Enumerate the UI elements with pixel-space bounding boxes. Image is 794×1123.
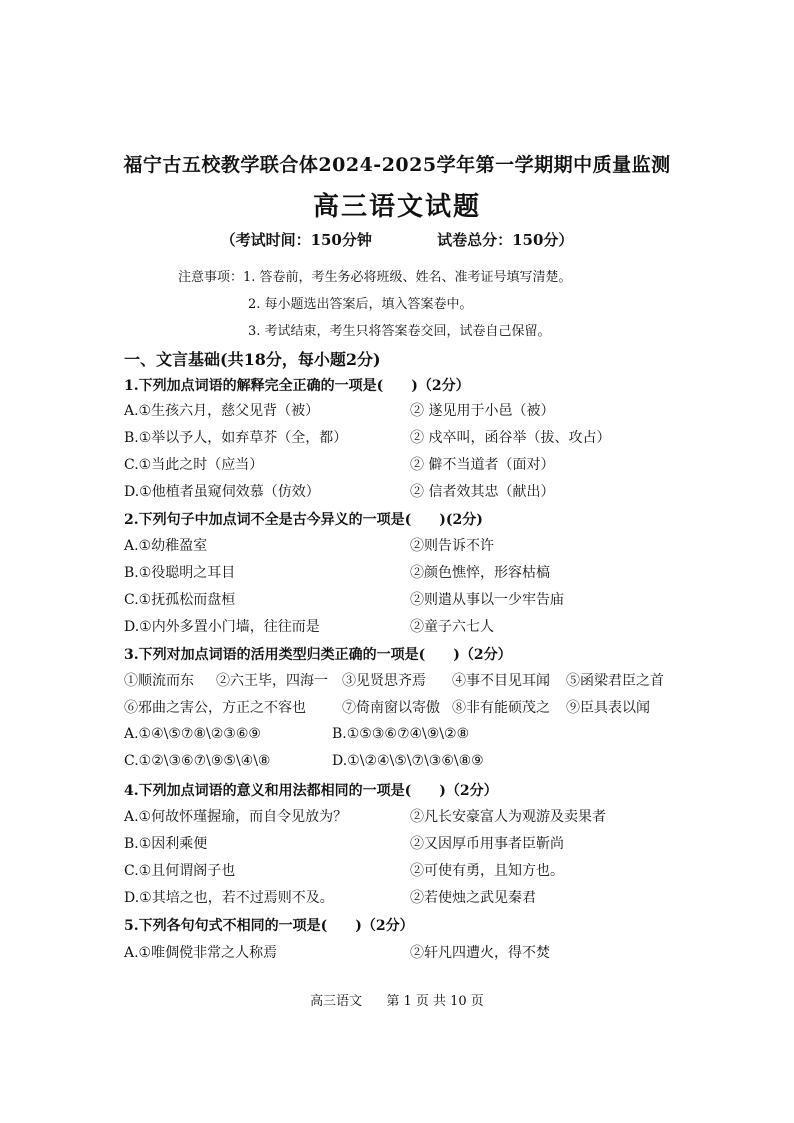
q3-item: ④事不目见耳闻 — [452, 673, 550, 689]
q2-option-c-right: ②则遣从事以一少牢告庙 — [410, 592, 564, 608]
q4-option-a-left: A.①何故怀瑾握瑜，而自令见放为？ — [124, 809, 348, 825]
q2-option-a-right: ②则告诉不许 — [410, 538, 494, 554]
q4-option-b-left: B.①因利乘便 — [124, 836, 208, 852]
q2-option-b-right: ②颜色憔悴，形容枯槁 — [410, 565, 550, 581]
q4-option-c-right: ②可使有勇，且知方也。 — [410, 863, 564, 879]
q3-item: ①顺流而东 — [124, 673, 194, 689]
q2-option-a-left: A.①幼稚盈室 — [124, 538, 208, 554]
q1-option-b-right: ② 戍卒叫，函谷举（拔、攻占） — [410, 430, 611, 446]
q3-option-d: D.①\②④\⑤\⑦\③⑥\⑧⑨ — [332, 753, 484, 769]
q3-option-a: A.①④\⑤⑦⑧\②③⑥⑨ — [124, 726, 261, 742]
q1-option-c-left: C.①当此之时（应当） — [124, 457, 264, 473]
note-2: 2. 每小题选出答案后，填入答案卷中。 — [248, 297, 473, 312]
q2-option-b-left: B.①役聪明之耳目 — [124, 565, 236, 581]
footer-subject: 高三语文 — [310, 994, 363, 1009]
question-4-stem: 4.下列加点词语的意义和用法都相同的一项是( )（2分） — [124, 783, 498, 799]
q4-option-b-right: ②又因厚币用事者臣靳尚 — [410, 836, 564, 852]
q1-option-b-left: B.①举以予人，如弃草芥（全，都） — [124, 430, 348, 446]
q4-option-a-right: ②凡长安豪富人为观游及卖果者 — [410, 809, 606, 825]
q4-option-c-left: C.①且何谓阁子也 — [124, 863, 236, 879]
q2-option-c-left: C.①抚孤松而盘桓 — [124, 592, 236, 608]
q2-option-d-right: ②童子六七人 — [410, 619, 494, 635]
page-footer — [0, 990, 794, 1009]
q3-option-b: B.①⑤③⑥⑦④\⑨\②⑧ — [332, 726, 470, 742]
q1-option-a-right: ② 遂见用于小邑（被） — [410, 403, 555, 419]
q3-item: ⑧非有能硕茂之 — [452, 700, 550, 716]
q5-option-a-right: ②轩凡四遭火，得不焚 — [410, 945, 550, 961]
section-heading: 一、文言基础(共18分，每小题2分) — [124, 350, 381, 369]
exam-info — [0, 229, 794, 250]
exam-subtitle: 高三语文试题 — [312, 192, 481, 222]
question-1-stem: 1.下列加点词语的解释完全正确的一项是( )（2分） — [124, 378, 470, 394]
q3-item: ⑨臣具表以闻 — [566, 700, 650, 716]
q3-option-c: C.①②\③⑥⑦\⑨⑤\④\⑧ — [124, 753, 271, 769]
footer-page-number: 第 1 页 共 10 页 — [386, 994, 484, 1009]
q4-option-d-right: ②若使烛之武见秦君 — [410, 890, 536, 906]
q4-option-d-left: D.①其培之也，若不过焉则不及。 — [124, 890, 334, 906]
exam-total: 试卷总分：150分） — [437, 231, 574, 249]
q1-option-a-left: A.①生孩六月，慈父见背（被） — [124, 403, 320, 419]
q3-item: ②六王毕，四海一 — [216, 673, 328, 689]
question-2-stem: 2.下列句子中加点词不全是古今异义的一项是( )(2分) — [124, 512, 483, 528]
q3-item: ③见贤思齐焉 — [342, 673, 426, 689]
note-1: 注意事项：1. 答卷前，考生务必将班级、姓名、准考证号填写清楚。 — [178, 270, 572, 285]
exam-time: （考试时间：150分钟 — [220, 231, 372, 249]
question-5-stem: 5.下列各句句式不相同的一项是( )（2分） — [124, 918, 414, 934]
q3-item: ⑦倚南窗以寄傲 — [342, 700, 440, 716]
q3-item: ⑤函梁君臣之首 — [566, 673, 664, 689]
q3-item: ⑥邪曲之害公，方正之不容也 — [124, 700, 306, 716]
q1-option-d-right: ② 信者效其忠（献出） — [410, 484, 555, 500]
q2-option-d-left: D.①内外多置小门墙，往往而是 — [124, 619, 320, 635]
q5-option-a-left: A.①唯倜傥非常之人称焉 — [124, 945, 278, 961]
q1-option-c-right: ② 僻不当道者（面对） — [410, 457, 555, 473]
q1-option-d-left: D.①他植者虽窥伺效慕（仿效） — [124, 484, 320, 500]
exam-title: 福宁古五校教学联合体2024-2025学年第一学期期中质量监测 — [123, 154, 671, 176]
note-3: 3. 考试结束，考生只将答案卷交回，试卷自己保留。 — [248, 324, 551, 339]
question-3-stem: 3.下列对加点词语的活用类型归类正确的一项是( )（2分） — [124, 647, 512, 663]
